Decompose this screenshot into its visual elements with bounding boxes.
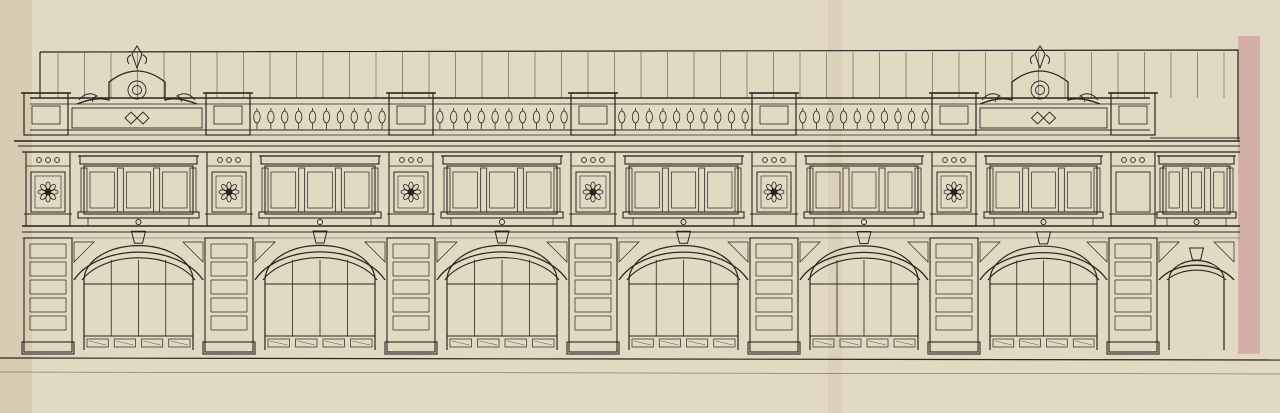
rosette-center bbox=[226, 189, 232, 195]
rosette-center bbox=[771, 189, 777, 195]
rosette-center bbox=[590, 189, 596, 195]
rosette-center bbox=[951, 189, 957, 195]
paper-fold-shadow bbox=[0, 0, 32, 413]
rosette-center bbox=[45, 189, 51, 195]
pink-wash-edge bbox=[1238, 36, 1260, 354]
rosette-center bbox=[408, 189, 414, 195]
